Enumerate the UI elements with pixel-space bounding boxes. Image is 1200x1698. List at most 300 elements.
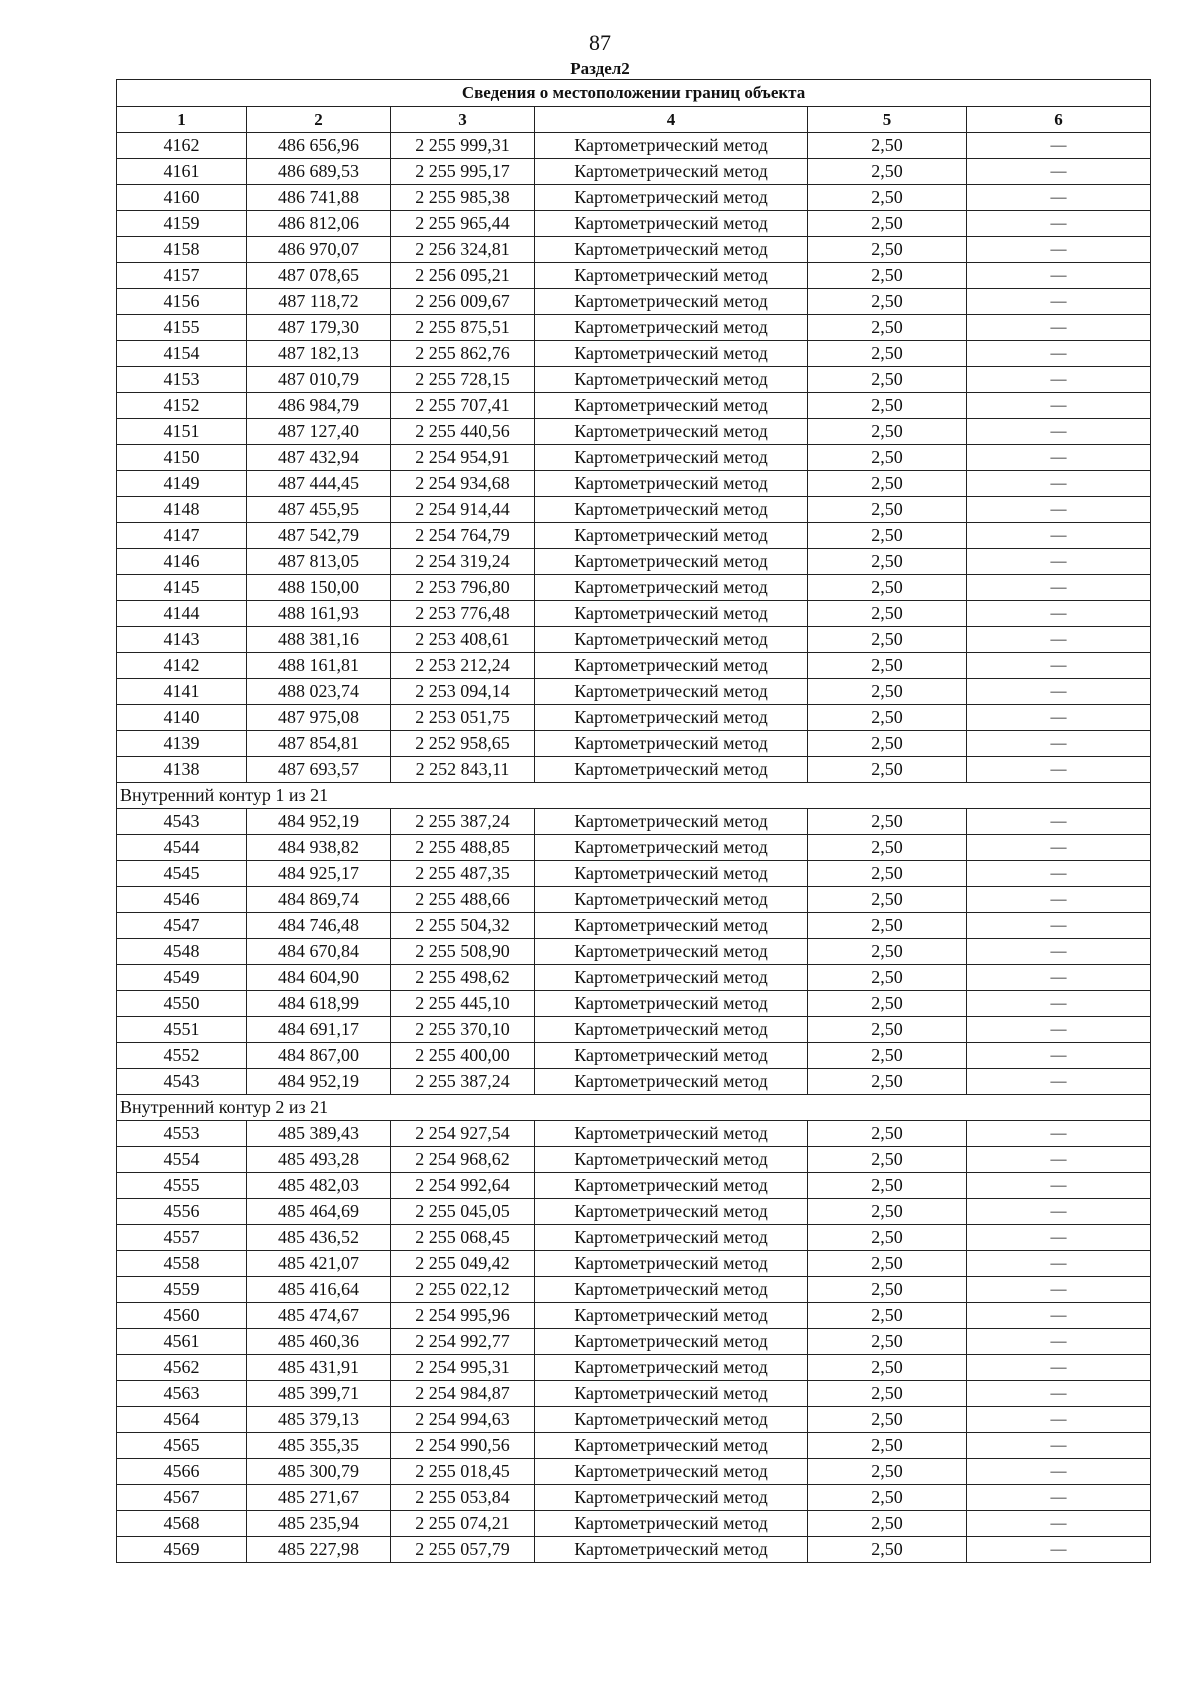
method-cell: Картометрический метод — [535, 1355, 808, 1381]
description-cell: — — [967, 315, 1151, 341]
description-cell: — — [967, 861, 1151, 887]
point-number-cell: 4547 — [117, 913, 247, 939]
table-row — [117, 367, 1151, 393]
accuracy-cell: 2,50 — [808, 705, 967, 731]
description-cell: — — [967, 1407, 1151, 1433]
accuracy-cell: 2,50 — [808, 1173, 967, 1199]
table-row — [117, 887, 1151, 913]
description-cell: — — [967, 263, 1151, 289]
accuracy-cell: 2,50 — [808, 731, 967, 757]
description-cell: — — [967, 211, 1151, 237]
y-coordinate-cell: 2 254 994,63 — [391, 1407, 535, 1433]
table-row — [117, 1433, 1151, 1459]
x-coordinate-cell: 485 431,91 — [247, 1355, 391, 1381]
x-coordinate-cell: 485 389,43 — [247, 1121, 391, 1147]
x-coordinate-cell: 485 436,52 — [247, 1225, 391, 1251]
point-number-cell: 4549 — [117, 965, 247, 991]
table-row — [117, 1511, 1151, 1537]
description-cell: — — [967, 419, 1151, 445]
table-row — [117, 211, 1151, 237]
method-cell: Картометрический метод — [535, 757, 808, 783]
table-row — [117, 1303, 1151, 1329]
description-cell: — — [967, 1355, 1151, 1381]
description-cell: — — [967, 679, 1151, 705]
description-cell: — — [967, 1147, 1151, 1173]
table-row — [117, 679, 1151, 705]
point-number-cell: 4554 — [117, 1147, 247, 1173]
method-cell: Картометрический метод — [535, 731, 808, 757]
method-cell: Картометрический метод — [535, 237, 808, 263]
point-number-cell: 4544 — [117, 835, 247, 861]
description-cell: — — [967, 1069, 1151, 1095]
y-coordinate-cell: 2 255 875,51 — [391, 315, 535, 341]
table-row — [117, 419, 1151, 445]
x-coordinate-cell: 484 952,19 — [247, 1069, 391, 1095]
table-row — [117, 1355, 1151, 1381]
x-coordinate-cell: 487 542,79 — [247, 523, 391, 549]
description-cell: — — [967, 445, 1151, 471]
table-row — [117, 627, 1151, 653]
table-row — [117, 341, 1151, 367]
point-number-cell: 4160 — [117, 185, 247, 211]
table-row — [117, 263, 1151, 289]
x-coordinate-cell: 486 812,06 — [247, 211, 391, 237]
x-coordinate-cell: 487 127,40 — [247, 419, 391, 445]
x-coordinate-cell: 488 161,81 — [247, 653, 391, 679]
x-coordinate-cell: 487 693,57 — [247, 757, 391, 783]
method-cell: Картометрический метод — [535, 861, 808, 887]
y-coordinate-cell: 2 252 958,65 — [391, 731, 535, 757]
description-cell: — — [967, 1537, 1151, 1563]
y-coordinate-cell: 2 254 954,91 — [391, 445, 535, 471]
description-cell: — — [967, 731, 1151, 757]
table-row — [117, 1043, 1151, 1069]
y-coordinate-cell: 2 254 914,44 — [391, 497, 535, 523]
y-coordinate-cell: 2 255 387,24 — [391, 809, 535, 835]
table-row — [117, 1069, 1151, 1095]
description-cell: — — [967, 549, 1151, 575]
x-coordinate-cell: 486 656,96 — [247, 133, 391, 159]
point-number-cell: 4157 — [117, 263, 247, 289]
accuracy-cell: 2,50 — [808, 445, 967, 471]
method-cell: Картометрический метод — [535, 419, 808, 445]
point-number-cell: 4144 — [117, 601, 247, 627]
description-cell: — — [967, 1173, 1151, 1199]
accuracy-cell: 2,50 — [808, 835, 967, 861]
description-cell: — — [967, 1433, 1151, 1459]
section-title: Раздел2 — [570, 59, 630, 78]
description-cell: — — [967, 497, 1151, 523]
accuracy-cell: 2,50 — [808, 913, 967, 939]
accuracy-cell: 2,50 — [808, 1225, 967, 1251]
description-cell: — — [967, 1225, 1151, 1251]
point-number-cell: 4545 — [117, 861, 247, 887]
point-number-cell: 4569 — [117, 1537, 247, 1563]
description-cell: — — [967, 1121, 1151, 1147]
point-number-cell: 4557 — [117, 1225, 247, 1251]
point-number-cell: 4152 — [117, 393, 247, 419]
y-coordinate-cell: 2 256 095,21 — [391, 263, 535, 289]
y-coordinate-cell: 2 255 504,32 — [391, 913, 535, 939]
description-cell: — — [967, 835, 1151, 861]
method-cell: Картометрический метод — [535, 1069, 808, 1095]
method-cell: Картометрический метод — [535, 1251, 808, 1277]
accuracy-cell: 2,50 — [808, 523, 967, 549]
point-number-cell: 4147 — [117, 523, 247, 549]
x-coordinate-cell: 485 460,36 — [247, 1329, 391, 1355]
table-row — [117, 731, 1151, 757]
table-row — [117, 393, 1151, 419]
x-coordinate-cell: 488 023,74 — [247, 679, 391, 705]
contour-label: Внутренний контур 1 из 21 — [117, 783, 1151, 809]
accuracy-cell: 2,50 — [808, 263, 967, 289]
table-row — [117, 133, 1151, 159]
y-coordinate-cell: 2 253 051,75 — [391, 705, 535, 731]
point-number-cell: 4162 — [117, 133, 247, 159]
point-number-cell: 4558 — [117, 1251, 247, 1277]
description-cell: — — [967, 991, 1151, 1017]
description-cell: — — [967, 1199, 1151, 1225]
description-cell: — — [967, 939, 1151, 965]
point-number-cell: 4559 — [117, 1277, 247, 1303]
point-number-cell: 4148 — [117, 497, 247, 523]
table-row — [117, 1251, 1151, 1277]
method-cell: Картометрический метод — [535, 367, 808, 393]
y-coordinate-cell: 2 256 324,81 — [391, 237, 535, 263]
accuracy-cell: 2,50 — [808, 367, 967, 393]
accuracy-cell: 2,50 — [808, 315, 967, 341]
accuracy-cell: 2,50 — [808, 653, 967, 679]
y-coordinate-cell: 2 254 992,64 — [391, 1173, 535, 1199]
method-cell: Картометрический метод — [535, 289, 808, 315]
table-row — [117, 1407, 1151, 1433]
accuracy-cell: 2,50 — [808, 575, 967, 601]
point-number-cell: 4149 — [117, 471, 247, 497]
column-number-4: 4 — [535, 107, 808, 133]
table-row — [117, 705, 1151, 731]
table-caption: Сведения о местоположении границ объекта — [117, 80, 1151, 107]
description-cell: — — [967, 601, 1151, 627]
y-coordinate-cell: 2 254 992,77 — [391, 1329, 535, 1355]
description-cell: — — [967, 185, 1151, 211]
description-cell: — — [967, 523, 1151, 549]
method-cell: Картометрический метод — [535, 159, 808, 185]
y-coordinate-cell: 2 253 776,48 — [391, 601, 535, 627]
point-number-cell: 4543 — [117, 1069, 247, 1095]
method-cell: Картометрический метод — [535, 913, 808, 939]
description-cell: — — [967, 1381, 1151, 1407]
table-row — [117, 913, 1151, 939]
accuracy-cell: 2,50 — [808, 1433, 967, 1459]
y-coordinate-cell: 2 254 968,62 — [391, 1147, 535, 1173]
accuracy-cell: 2,50 — [808, 1537, 967, 1563]
accuracy-cell: 2,50 — [808, 211, 967, 237]
table-row — [117, 1199, 1151, 1225]
description-cell: — — [967, 1277, 1151, 1303]
y-coordinate-cell: 2 255 862,76 — [391, 341, 535, 367]
table-row — [117, 1329, 1151, 1355]
description-cell: — — [967, 913, 1151, 939]
x-coordinate-cell: 484 691,17 — [247, 1017, 391, 1043]
accuracy-cell: 2,50 — [808, 1381, 967, 1407]
point-number-cell: 4568 — [117, 1511, 247, 1537]
table-row — [117, 601, 1151, 627]
y-coordinate-cell: 2 255 440,56 — [391, 419, 535, 445]
description-cell: — — [967, 1017, 1151, 1043]
method-cell: Картометрический метод — [535, 393, 808, 419]
point-number-cell: 4145 — [117, 575, 247, 601]
table-row — [117, 1173, 1151, 1199]
description-cell: — — [967, 653, 1151, 679]
y-coordinate-cell: 2 254 319,24 — [391, 549, 535, 575]
description-cell: — — [967, 627, 1151, 653]
table-row — [117, 835, 1151, 861]
y-coordinate-cell: 2 255 487,35 — [391, 861, 535, 887]
accuracy-cell: 2,50 — [808, 965, 967, 991]
description-cell: — — [967, 471, 1151, 497]
y-coordinate-cell: 2 253 094,14 — [391, 679, 535, 705]
table-row — [117, 289, 1151, 315]
accuracy-cell: 2,50 — [808, 1277, 967, 1303]
point-number-cell: 4143 — [117, 627, 247, 653]
point-number-cell: 4561 — [117, 1329, 247, 1355]
table-row — [117, 1225, 1151, 1251]
method-cell: Картометрический метод — [535, 1121, 808, 1147]
description-cell: — — [967, 1043, 1151, 1069]
table-row — [117, 757, 1151, 783]
point-number-cell: 4138 — [117, 757, 247, 783]
table-body — [117, 133, 1151, 1563]
table-row — [117, 939, 1151, 965]
method-cell: Картометрический метод — [535, 471, 808, 497]
x-coordinate-cell: 487 078,65 — [247, 263, 391, 289]
x-coordinate-cell: 484 938,82 — [247, 835, 391, 861]
description-cell: — — [967, 887, 1151, 913]
y-coordinate-cell: 2 255 508,90 — [391, 939, 535, 965]
point-number-cell: 4543 — [117, 809, 247, 835]
description-cell: — — [967, 705, 1151, 731]
accuracy-cell: 2,50 — [808, 549, 967, 575]
accuracy-cell: 2,50 — [808, 159, 967, 185]
x-coordinate-cell: 487 179,30 — [247, 315, 391, 341]
description-cell: — — [967, 1303, 1151, 1329]
accuracy-cell: 2,50 — [808, 1329, 967, 1355]
accuracy-cell: 2,50 — [808, 1043, 967, 1069]
y-coordinate-cell: 2 255 370,10 — [391, 1017, 535, 1043]
point-number-cell: 4159 — [117, 211, 247, 237]
accuracy-cell: 2,50 — [808, 939, 967, 965]
description-cell: — — [967, 809, 1151, 835]
table-row — [117, 575, 1151, 601]
y-coordinate-cell: 2 254 927,54 — [391, 1121, 535, 1147]
x-coordinate-cell: 485 271,67 — [247, 1485, 391, 1511]
accuracy-cell: 2,50 — [808, 1251, 967, 1277]
description-cell: — — [967, 1329, 1151, 1355]
y-coordinate-cell: 2 254 984,87 — [391, 1381, 535, 1407]
method-cell: Картометрический метод — [535, 1173, 808, 1199]
table-caption-row — [117, 80, 1151, 107]
x-coordinate-cell: 485 399,71 — [247, 1381, 391, 1407]
method-cell: Картометрический метод — [535, 523, 808, 549]
table-row — [117, 965, 1151, 991]
y-coordinate-cell: 2 255 488,66 — [391, 887, 535, 913]
page-number: 87 — [589, 30, 611, 55]
point-number-cell: 4550 — [117, 991, 247, 1017]
description-cell: — — [967, 1459, 1151, 1485]
table-row — [117, 185, 1151, 211]
method-cell: Картометрический метод — [535, 1303, 808, 1329]
table-row — [117, 861, 1151, 887]
method-cell: Картометрический метод — [535, 1017, 808, 1043]
y-coordinate-cell: 2 255 022,12 — [391, 1277, 535, 1303]
column-number-row — [117, 107, 1151, 133]
point-number-cell: 4151 — [117, 419, 247, 445]
accuracy-cell: 2,50 — [808, 393, 967, 419]
x-coordinate-cell: 484 869,74 — [247, 887, 391, 913]
method-cell: Картометрический метод — [535, 315, 808, 341]
x-coordinate-cell: 484 746,48 — [247, 913, 391, 939]
contour-label-row — [117, 1095, 1151, 1121]
point-number-cell: 4154 — [117, 341, 247, 367]
method-cell: Картометрический метод — [535, 705, 808, 731]
y-coordinate-cell: 2 255 445,10 — [391, 991, 535, 1017]
column-number-3: 3 — [391, 107, 535, 133]
method-cell: Картометрический метод — [535, 1537, 808, 1563]
method-cell: Картометрический метод — [535, 809, 808, 835]
column-number-2: 2 — [247, 107, 391, 133]
table-row — [117, 471, 1151, 497]
description-cell: — — [967, 1251, 1151, 1277]
description-cell: — — [967, 1511, 1151, 1537]
accuracy-cell: 2,50 — [808, 991, 967, 1017]
method-cell: Картометрический метод — [535, 575, 808, 601]
point-number-cell: 4560 — [117, 1303, 247, 1329]
point-number-cell: 4140 — [117, 705, 247, 731]
description-cell: — — [967, 237, 1151, 263]
table-row — [117, 1121, 1151, 1147]
point-number-cell: 4158 — [117, 237, 247, 263]
accuracy-cell: 2,50 — [808, 1147, 967, 1173]
method-cell: Картометрический метод — [535, 549, 808, 575]
point-number-cell: 4546 — [117, 887, 247, 913]
method-cell: Картометрический метод — [535, 1329, 808, 1355]
accuracy-cell: 2,50 — [808, 679, 967, 705]
y-coordinate-cell: 2 255 999,31 — [391, 133, 535, 159]
accuracy-cell: 2,50 — [808, 601, 967, 627]
point-number-cell: 4153 — [117, 367, 247, 393]
y-coordinate-cell: 2 255 488,85 — [391, 835, 535, 861]
method-cell: Картометрический метод — [535, 341, 808, 367]
x-coordinate-cell: 485 464,69 — [247, 1199, 391, 1225]
point-number-cell: 4141 — [117, 679, 247, 705]
x-coordinate-cell: 484 604,90 — [247, 965, 391, 991]
point-number-cell: 4156 — [117, 289, 247, 315]
x-coordinate-cell: 485 235,94 — [247, 1511, 391, 1537]
y-coordinate-cell: 2 253 212,24 — [391, 653, 535, 679]
table-row — [117, 1277, 1151, 1303]
x-coordinate-cell: 487 975,08 — [247, 705, 391, 731]
x-coordinate-cell: 484 867,00 — [247, 1043, 391, 1069]
accuracy-cell: 2,50 — [808, 133, 967, 159]
y-coordinate-cell: 2 255 045,05 — [391, 1199, 535, 1225]
method-cell: Картометрический метод — [535, 185, 808, 211]
x-coordinate-cell: 488 161,93 — [247, 601, 391, 627]
method-cell: Картометрический метод — [535, 1407, 808, 1433]
method-cell: Картометрический метод — [535, 1485, 808, 1511]
accuracy-cell: 2,50 — [808, 1199, 967, 1225]
y-coordinate-cell: 2 253 408,61 — [391, 627, 535, 653]
accuracy-cell: 2,50 — [808, 471, 967, 497]
method-cell: Картометрический метод — [535, 263, 808, 289]
y-coordinate-cell: 2 255 965,44 — [391, 211, 535, 237]
method-cell: Картометрический метод — [535, 445, 808, 471]
accuracy-cell: 2,50 — [808, 1017, 967, 1043]
y-coordinate-cell: 2 255 728,15 — [391, 367, 535, 393]
point-number-cell: 4551 — [117, 1017, 247, 1043]
x-coordinate-cell: 485 300,79 — [247, 1459, 391, 1485]
x-coordinate-cell: 487 813,05 — [247, 549, 391, 575]
x-coordinate-cell: 487 444,45 — [247, 471, 391, 497]
accuracy-cell: 2,50 — [808, 1069, 967, 1095]
column-number-5: 5 — [808, 107, 967, 133]
point-number-cell: 4556 — [117, 1199, 247, 1225]
table-row — [117, 1537, 1151, 1563]
table-row — [117, 549, 1151, 575]
accuracy-cell: 2,50 — [808, 627, 967, 653]
description-cell: — — [967, 159, 1151, 185]
accuracy-cell: 2,50 — [808, 1407, 967, 1433]
x-coordinate-cell: 485 227,98 — [247, 1537, 391, 1563]
accuracy-cell: 2,50 — [808, 289, 967, 315]
point-number-cell: 4565 — [117, 1433, 247, 1459]
point-number-cell: 4161 — [117, 159, 247, 185]
method-cell: Картометрический метод — [535, 1277, 808, 1303]
method-cell: Картометрический метод — [535, 991, 808, 1017]
accuracy-cell: 2,50 — [808, 185, 967, 211]
point-number-cell: 4562 — [117, 1355, 247, 1381]
point-number-cell: 4555 — [117, 1173, 247, 1199]
table-row — [117, 1017, 1151, 1043]
description-cell: — — [967, 575, 1151, 601]
boundary-coordinates-table — [116, 79, 1151, 1563]
table-row — [117, 1485, 1151, 1511]
accuracy-cell: 2,50 — [808, 1121, 967, 1147]
x-coordinate-cell: 486 984,79 — [247, 393, 391, 419]
point-number-cell: 4567 — [117, 1485, 247, 1511]
y-coordinate-cell: 2 254 995,96 — [391, 1303, 535, 1329]
description-cell: — — [967, 965, 1151, 991]
method-cell: Картометрический метод — [535, 1381, 808, 1407]
accuracy-cell: 2,50 — [808, 419, 967, 445]
y-coordinate-cell: 2 254 764,79 — [391, 523, 535, 549]
method-cell: Картометрический метод — [535, 627, 808, 653]
accuracy-cell: 2,50 — [808, 1355, 967, 1381]
x-coordinate-cell: 485 482,03 — [247, 1173, 391, 1199]
x-coordinate-cell: 487 455,95 — [247, 497, 391, 523]
table-row — [117, 159, 1151, 185]
point-number-cell: 4155 — [117, 315, 247, 341]
point-number-cell: 4552 — [117, 1043, 247, 1069]
method-cell: Картометрический метод — [535, 1459, 808, 1485]
y-coordinate-cell: 2 254 934,68 — [391, 471, 535, 497]
description-cell: — — [967, 341, 1151, 367]
method-cell: Картометрический метод — [535, 1433, 808, 1459]
method-cell: Картометрический метод — [535, 1147, 808, 1173]
table-row — [117, 809, 1151, 835]
table-row — [117, 315, 1151, 341]
y-coordinate-cell: 2 255 400,00 — [391, 1043, 535, 1069]
table-row — [117, 653, 1151, 679]
